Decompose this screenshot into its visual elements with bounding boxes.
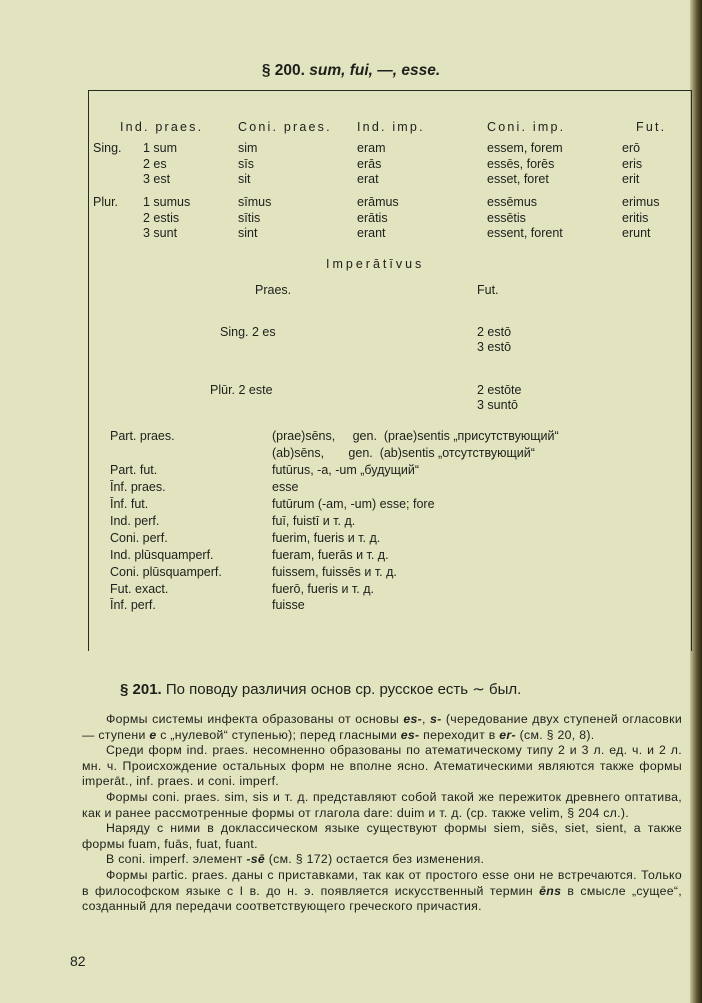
table-cell: erit (622, 172, 640, 186)
emphasized-form: er- (499, 727, 516, 742)
text-run: Формы partic. praes. даны с приставками, так как от простого esse они не встречаются. Только в философском языке с I в. до н. э. появляется искусственный термин (82, 867, 682, 898)
table-cell: erātis (357, 210, 388, 225)
table-cell: 3 sunt (143, 226, 178, 240)
form-label: Ind. plūsquamperf. (110, 548, 214, 562)
emphasized-form: es- (400, 727, 420, 742)
imperativus-heading: Imperātīvus (326, 257, 425, 271)
table-cell: 1 sumus (143, 195, 191, 209)
table-cell: sītis (238, 210, 261, 225)
text-run: Среди форм ind. praes. несомненно образованы по атематическому типу 2 и 3 л. ед. ч. и 2 л. мн. ч. Происхождение остальных форм не вполне ясно. Атематическими являются также формы imperāt., inf. praes. и coni. imperf. (82, 743, 682, 789)
column-header: Fut. (636, 120, 667, 134)
table-cell: essem, forem (487, 141, 563, 155)
table-cell: erunt (622, 226, 651, 240)
text-run: , (422, 712, 431, 726)
table-cell: sīmus (238, 195, 272, 209)
row-group-label-sing: Sing. (93, 141, 122, 155)
form-label: Ind. perf. (110, 514, 160, 528)
section-200-title (0, 62, 702, 80)
emphasized-form: ēns (539, 883, 562, 898)
paragraph (82, 743, 682, 790)
column-header: Ind. imp. (357, 120, 425, 134)
form-label: Fut. exact. (110, 582, 169, 596)
section-201-heading (120, 680, 521, 698)
text-run: Наряду с ними в доклассическом языке существуют формы siem, siēs, siet, sient, а также формы fuam, fuās, fuat, fuant. (82, 821, 682, 851)
paragraph (82, 790, 682, 821)
table-cell: 3 est (143, 172, 171, 186)
form-value: (prae)sēns, gen. (prae)sentis „присутствующий“ (272, 429, 559, 443)
emphasized-form: e (149, 727, 157, 742)
table-cell: eris (622, 156, 643, 171)
table-cell: essēmus (487, 195, 538, 209)
paragraph (82, 712, 682, 743)
section-number: § 200. (261, 62, 305, 79)
table-cell: eram (357, 141, 386, 155)
text-run: В coni. imperf. элемент (106, 852, 247, 867)
table-cell: erimus (622, 195, 660, 209)
page-number: 82 (70, 953, 86, 969)
imperativus-plur-fut-2: 2 estōte (477, 383, 522, 397)
form-label: Īnf. perf. (110, 598, 156, 612)
table-cell: erāmus (357, 195, 399, 209)
table-cell: erō (622, 141, 641, 155)
table-cell: erant (357, 226, 386, 240)
text-run: Формы системы инфекта образованы от основы (106, 712, 404, 726)
form-label: Īnf. praes. (110, 480, 166, 494)
row-group-label-plur: Plur. (93, 195, 119, 209)
imperativus-praes-label: Praes. (255, 283, 292, 297)
table-cell: 2 es (143, 156, 167, 171)
table-cell: 2 estis (143, 210, 180, 225)
imperativus-plur-fut-3: 3 suntō (477, 398, 519, 412)
form-label: Īnf. fut. (110, 497, 149, 511)
form-value: futūrum (-am, -um) esse; fore (272, 497, 435, 511)
table-cell: sim (238, 141, 258, 155)
table-cell: esset, foret (487, 172, 549, 186)
section-forms: sum, fui, —, esse. (309, 62, 441, 79)
commentary-text (82, 712, 682, 915)
table-cell: essēs, forēs (487, 156, 555, 171)
form-value: futūrus, -a, -um „будущий“ (272, 463, 420, 477)
imperativus-sing: Sing. 2 es (220, 325, 276, 339)
imperativus-sing-fut-2: 2 estō (477, 325, 512, 339)
form-value: fuerim, fueris и т. д. (272, 531, 381, 545)
table-cell: sīs (238, 156, 254, 171)
column-header: Coni. praes. (238, 120, 332, 134)
form-value: fuerō, fueris и т. д. (272, 582, 374, 596)
column-header: Coni. imp. (487, 120, 566, 134)
paragraph (82, 852, 682, 868)
form-value: fuisse (272, 598, 305, 612)
table-cell: 1 sum (143, 141, 178, 155)
form-value: esse (272, 480, 299, 494)
text-run: Формы coni. praes. sim, sis и т. д. представляют собой такой же пережиток древнего оптатива, как и ранее рассмотренные формы от глагола dare: duim и т. д. (ср. также velim, § 204 сл.). (82, 789, 682, 820)
imperativus-sing-fut-3: 3 estō (477, 340, 512, 354)
imperativus-plur: Plūr. 2 este (210, 383, 273, 397)
text-run: с „нулевой“ ступенью); перед гласными (156, 727, 401, 742)
form-label: Coni. plūsquamperf. (110, 565, 222, 579)
paragraph (82, 821, 682, 852)
table-cell: essētis (487, 210, 526, 225)
form-value: (ab)sēns, gen. (ab)sentis „отсутствующий“ (272, 446, 535, 460)
table-cell: erat (357, 172, 379, 186)
imperativus-fut-label: Fut. (477, 283, 499, 297)
text-run: переходит в (419, 727, 500, 742)
form-value: fueram, fuerās и т. д. (272, 548, 389, 562)
table-cell: eritis (622, 210, 649, 225)
section-201-title: По поводу различия основ ср. русское есть ∼ был. (165, 681, 522, 698)
emphasized-form: es- (403, 712, 423, 726)
table-cell: essent, forent (487, 226, 563, 240)
column-header: Ind. praes. (120, 120, 204, 134)
text-run: в смысле „сущее“, созданный для передачи соответствующего греческого причастия. (82, 883, 682, 914)
text-run: (чередование двух ступеней огласовки — ступени (82, 712, 682, 742)
table-cell: sit (238, 172, 251, 186)
form-value: fuī, fuistī и т. д. (272, 514, 356, 528)
emphasized-form: -sē (246, 852, 266, 867)
section-number: § 201. (120, 681, 162, 698)
form-label: Part. fut. (110, 463, 158, 477)
paragraph (82, 868, 682, 915)
table-cell: sint (238, 226, 258, 240)
text-run: (см. § 20, 8). (515, 727, 595, 742)
text-run: (см. § 172) остается без изменения. (265, 852, 485, 867)
form-label: Part. praes. (110, 429, 175, 443)
table-cell: erās (357, 156, 382, 171)
emphasized-form: s- (430, 712, 442, 726)
form-label: Coni. perf. (110, 531, 168, 545)
form-value: fuissem, fuissēs и т. д. (272, 565, 397, 579)
